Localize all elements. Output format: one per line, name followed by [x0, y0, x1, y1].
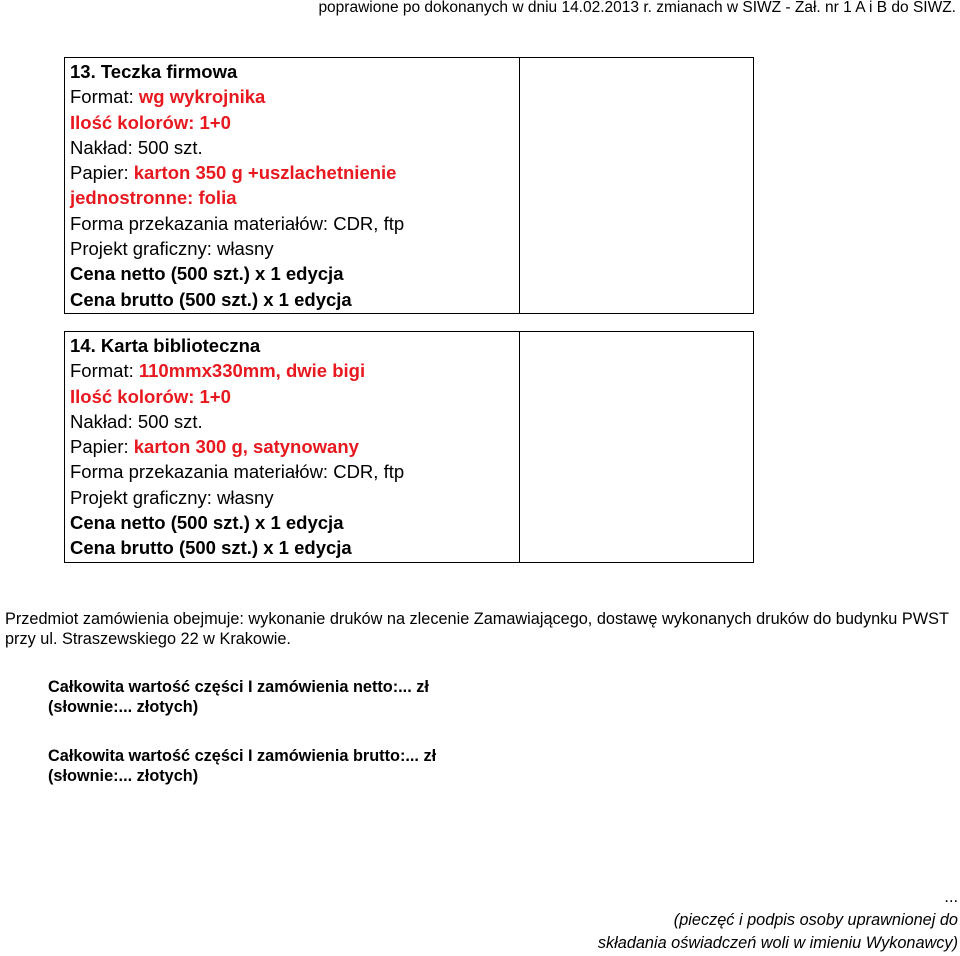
paper-value: karton 300 g, satynowany [133, 436, 359, 458]
paper-label: Papier: [70, 162, 129, 184]
item-table-13 [64, 57, 754, 314]
transfer-row: Forma przekazania materiałów: CDR, ftp [70, 212, 405, 234]
order-scope-notice: Przedmiot zamówienia obejmuje: wykonanie druków na zlecenie Zamawiającego, dostawę wykonanych druków do budynku PWST przy ul. Straszewskiego 22 w Krakowie. [5, 610, 949, 648]
design-row: Projekt graficzny: własny [70, 238, 274, 260]
paper-row [70, 160, 513, 185]
design-row: Projekt graficzny: własny [70, 486, 274, 508]
format-row [70, 358, 513, 383]
gross-price-row: Cena brutto (500 szt.) x 1 edycja [70, 288, 352, 310]
item-description [65, 332, 520, 563]
signature-dots: ... [944, 888, 958, 906]
price-entry-cell[interactable] [520, 332, 754, 563]
net-price-row: Cena netto (500 szt.) x 1 edycja [70, 512, 344, 534]
paper-row-continued: jednostronne: folia [70, 187, 237, 209]
item-table-14 [64, 331, 754, 563]
totals-net [48, 677, 429, 717]
item-description [65, 58, 520, 314]
paper-label: Papier: [70, 436, 129, 458]
item-title: 13. Teczka firmowa [70, 61, 238, 82]
format-label: Format: [70, 86, 134, 108]
format-label: Format: [70, 360, 134, 382]
quantity-row: Nakład: 500 szt. [70, 410, 203, 432]
page-header: poprawione po dokonanych w dniu 14.02.2013 r. zmianach w SIWZ - Zał. nr 1 A i B do SIWZ. [318, 0, 956, 16]
total-gross-line: Całkowita wartość części I zamówienia brutto:... zł [48, 747, 437, 765]
quantity-row: Nakład: 500 szt. [70, 136, 203, 158]
format-value: wg wykrojnika [138, 86, 266, 108]
colors-row: Ilość kolorów: 1+0 [70, 111, 231, 133]
total-net-words-line: (słownie:... złotych) [48, 698, 199, 716]
paper-row [70, 434, 513, 459]
paper-value: karton 350 g +uszlachetnienie [133, 162, 397, 184]
total-net-line: Całkowita wartość części I zamówienia netto:... zł [48, 678, 429, 696]
format-value: 110mmx330mm, dwie bigi [138, 360, 366, 382]
gross-price-row: Cena brutto (500 szt.) x 1 edycja [70, 537, 352, 559]
item-title: 14. Karta biblioteczna [70, 335, 261, 356]
price-entry-cell[interactable] [520, 58, 754, 314]
total-gross-words-line: (słownie:... złotych) [48, 767, 199, 785]
totals-gross [48, 746, 436, 786]
colors-row: Ilość kolorów: 1+0 [70, 385, 231, 407]
transfer-row: Forma przekazania materiałów: CDR, ftp [70, 461, 405, 483]
signature-caption-line2: składania oświadczeń woli w imieniu Wykonawcy) [597, 934, 958, 952]
signature-caption-line1: (pieczęć i podpis osoby uprawnionej do [673, 911, 958, 929]
format-row [70, 84, 513, 109]
signature-block [598, 886, 958, 955]
net-price-row: Cena netto (500 szt.) x 1 edycja [70, 263, 344, 285]
